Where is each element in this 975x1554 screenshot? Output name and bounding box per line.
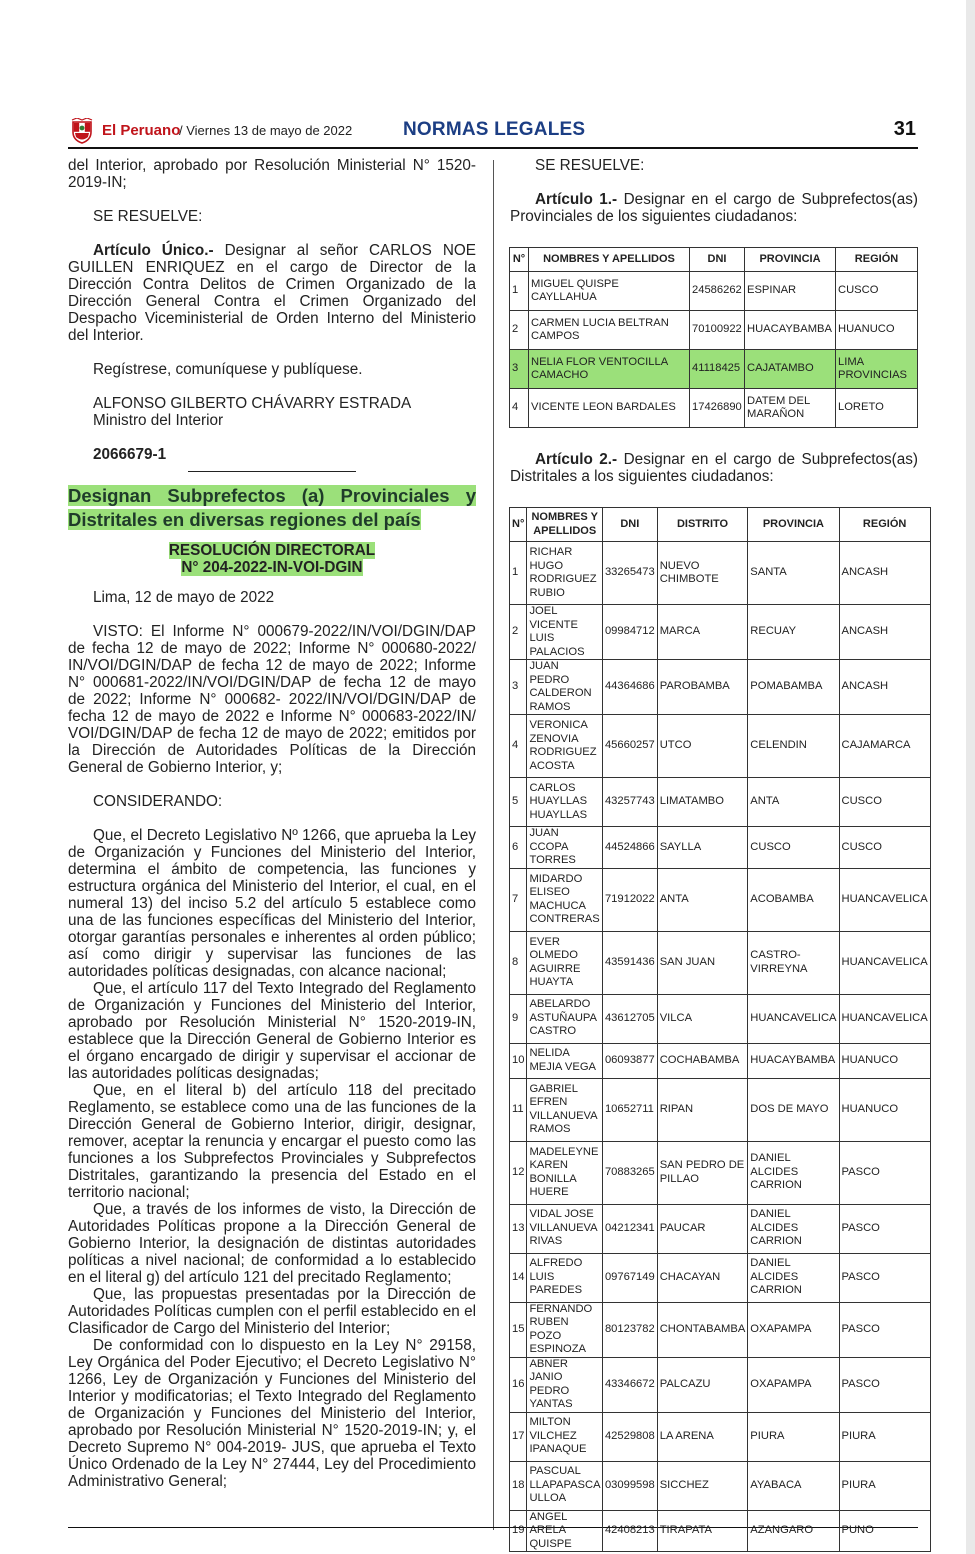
table-cell: ANTA (657, 868, 748, 931)
col-header: DISTRITO (657, 508, 748, 542)
table-cell: CAJAMARCA (839, 715, 930, 778)
table-cell: VILCA (657, 994, 748, 1043)
table-cell: SICCHEZ (657, 1461, 748, 1510)
table-cell: CELENDIN (748, 715, 839, 778)
table-cell: JOEL VICENTE LUIS PALACIOS (527, 605, 602, 660)
table-cell: 43257743 (602, 778, 657, 827)
considerando-paragraph: Que, el artículo 117 del Texto Integrado del Reglamento de Organización y Funciones del Ministerio del Interior, aprobado por Resolución Ministerial N° 1520-2019-IN, establece que la Dirección General de Gobierno Interior es el órgano encargado de dirigir y supervisar el accionar de las autoridades políticas designadas; (68, 980, 476, 1082)
col-header: NOMBRES Y APELLIDOS (529, 248, 690, 272)
table-cell: 70883265 (602, 1141, 657, 1204)
table-cell: 5 (510, 778, 527, 827)
considerando-paragraph: De conformidad con lo dispuesto en la Ley N° 29158, Ley Orgánica del Poder Ejecutivo; el Decreto Legislativo N° 1266, Ley de Organización y Funciones del Ministerio del Interior y modificatorias; el Texto Integrado del Reglamento de Organización y Funciones del Ministerio del Interior, aprobado por Resolución Ministerial N° 1520-2019-IN; y, el Decreto Supremo N° 004-2019- JUS, que aprueba el Texto Único Ordenado de la Ley N° 27444, Ley del Procedimiento Administrativo General; (68, 1337, 476, 1490)
table-cell: FERNANDO RUBEN POZO ESPINOZA (527, 1302, 602, 1357)
table-row (510, 660, 931, 715)
district-subprefects-table (509, 507, 931, 1552)
table-cell: CARLOS HUAYLLAS HUAYLLAS (527, 778, 602, 827)
provincial-subprefects-table (509, 247, 918, 428)
table-cell: LA ARENA (657, 1412, 748, 1461)
table-cell: PAUCAR (657, 1204, 748, 1253)
table-cell: PAROBAMBA (657, 660, 748, 715)
table-header-row (510, 508, 931, 542)
col-header: PROVINCIA (745, 248, 836, 272)
table-cell: CUSCO (839, 778, 930, 827)
col-header: N° (510, 508, 527, 542)
table-cell: HUANCAVELICA (839, 868, 930, 931)
table-cell: UTCO (657, 715, 748, 778)
table-cell: PASCO (839, 1204, 930, 1253)
table-cell: 18 (510, 1461, 527, 1510)
considerando-paragraph: Que, a través de los informes de visto, la Dirección de Autoridades Políticas propone a la Dirección General de Gobierno Interior, la designación de distintas autoridades políticas a nivel nacional; de conformidad a lo establecido en el literal g) del artículo 121 del precitado Reglamento; (68, 1201, 476, 1286)
table-cell: PASCUAL LLAPAPASCA ULLOA (527, 1461, 602, 1510)
table-cell: 14 (510, 1253, 527, 1302)
table-cell: 06093877 (602, 1043, 657, 1078)
table-cell: SAYLLA (657, 827, 748, 869)
table-cell: 09767149 (602, 1253, 657, 1302)
table-cell: VIDAL JOSE VILLANUEVA RIVAS (527, 1204, 602, 1253)
table-row (510, 1043, 931, 1078)
table-cell: DOS DE MAYO (748, 1078, 839, 1141)
table-cell: CHONTABAMBA (657, 1302, 748, 1357)
table-cell: MILTON VILCHEZ IPANAQUE (527, 1412, 602, 1461)
table-cell: 44364686 (602, 660, 657, 715)
table-cell: 04212341 (602, 1204, 657, 1253)
table-cell: COCHABAMBA (657, 1043, 748, 1078)
signer-role: Ministro del Interior (93, 412, 224, 429)
table-cell: 9 (510, 994, 527, 1043)
table-cell: ALFREDO LUIS PAREDES (527, 1253, 602, 1302)
header-section-title: NORMAS LEGALES (403, 119, 586, 140)
table-cell: ANCASH (839, 542, 930, 605)
table-cell: 09984712 (602, 605, 657, 660)
table-row (510, 715, 931, 778)
table-cell: 3 (510, 660, 527, 715)
table-cell: RIPAN (657, 1078, 748, 1141)
table-row (510, 1461, 931, 1510)
table-cell: GABRIEL EFREN VILLANUEVA RAMOS (527, 1078, 602, 1141)
table-row (510, 1253, 931, 1302)
table-cell: 71912022 (602, 868, 657, 931)
table-cell: 7 (510, 868, 527, 931)
table-cell: 45660257 (602, 715, 657, 778)
section-heading: Designan Subprefectos (a) Provinciales y Distritales en diversas regiones del país (68, 485, 476, 530)
table-cell: OXAPAMPA (748, 1302, 839, 1357)
col-header: N° (510, 248, 529, 272)
table-cell: ANCASH (839, 605, 930, 660)
visto-paragraph: VISTO: El Informe N° 000679-2022/IN/VOI/DGIN/DAP de fecha 12 de mayo de 2022; Informe N° 000680-2022/ IN/VOI/DGIN/DAP de fecha 12 de mayo de 2022; Informe N° 000681-2022/IN/VOI/DGIN/DAP de fecha 12 de mayo de 2022; Informe N° 000682- 2022/IN/VOI/DGIN/DAP de fecha 12 de mayo de 2022 e Informe N° 000683-2022/IN/ VOI/DGIN/DAP de fecha 12 de mayo de 2022; emitidos por la Dirección de Autoridades Políticas de la Dirección General de Gobierno Interior, y; (68, 623, 476, 776)
table-cell: 43591436 (602, 931, 657, 994)
table-cell: LIMATAMBO (657, 778, 748, 827)
article-2-block (510, 451, 918, 485)
page-header (68, 118, 918, 145)
col-header: REGIÓN (839, 508, 930, 542)
column-divider (493, 160, 494, 1530)
table-cell: PASCO (839, 1357, 930, 1412)
table-row (510, 1141, 931, 1204)
table-cell: PIURA (748, 1412, 839, 1461)
table-cell: MADELEYNE KAREN BONILLA HUERE (527, 1141, 602, 1204)
col-header: REGIÓN (836, 248, 918, 272)
table-cell: AZANGARO (748, 1510, 839, 1552)
table-cell: PUNO (839, 1510, 930, 1552)
table-row (510, 827, 931, 869)
considerando-paragraph: Que, en el literal b) del artículo 118 del precitado Reglamento, se establece como una de las funciones de la Dirección General de Gobierno Interior, dirigir, designar, remover, aceptar la renuncia y encargar el puesto como las funciones a los Subprefectos Provinciales y Subprefectos Distritales, garantizando la presencia del Estado en el territorio nacional; (68, 1082, 476, 1201)
col-header: DNI (690, 248, 745, 272)
table-cell: MIDARDO ELISEO MACHUCA CONTRERAS (527, 868, 602, 931)
table-cell: ACOBAMBA (748, 868, 839, 931)
table-cell: PIURA (839, 1412, 930, 1461)
table-cell: 15 (510, 1302, 527, 1357)
table-cell: TIRAPATA (657, 1510, 748, 1552)
table-cell: 42408213 (602, 1510, 657, 1552)
article-unico (68, 242, 476, 344)
table-cell: HUANCAVELICA (839, 931, 930, 994)
se-resuelve: SE RESUELVE: (93, 208, 203, 225)
table-cell: 13 (510, 1204, 527, 1253)
table-cell: 80123782 (602, 1302, 657, 1357)
table-cell: 10 (510, 1043, 527, 1078)
table-row (510, 931, 931, 994)
table-cell: SANTA (748, 542, 839, 605)
table-cell: HUANCAVELICA (748, 994, 839, 1043)
table-row: 4 VICENTE LEON BARDALES 17426890 DATEM DEL MARAÑON LORETO (510, 389, 918, 428)
table-cell: 16 (510, 1357, 527, 1412)
table-row (510, 605, 931, 660)
col-header: DNI (602, 508, 657, 542)
table-cell: NUEVO CHIMBOTE (657, 542, 748, 605)
col-header: NOMBRES Y APELLIDOS (527, 508, 602, 542)
table-cell: PASCO (839, 1253, 930, 1302)
peru-shield-icon (70, 118, 94, 144)
table-cell: 44524866 (602, 827, 657, 869)
header-rule (68, 147, 918, 149)
signer-name: ALFONSO GILBERTO CHÁVARRY ESTRADA (93, 395, 412, 412)
resolution-title: RESOLUCIÓN DIRECTORAL (168, 542, 376, 559)
table-cell: 19 (510, 1510, 527, 1552)
header-brand: El Peruano (102, 122, 181, 139)
table-cell: CUSCO (839, 827, 930, 869)
article-text: Designar al señor CARLOS NOE GUILLEN ENRIQUEZ en el cargo de Director de la Dirección Contra Delitos de Crimen Organizado de la Dirección General Contra el Crimen Organizado del Despacho Viceministerial de Orden Interno del Ministerio del Interior. (68, 242, 476, 344)
separator-rule (188, 471, 356, 472)
table-cell: 43346672 (602, 1357, 657, 1412)
considerando-paragraph: Que, el Decreto Legislativo Nº 1266, que aprueba la Ley de Organización y Funciones del Ministerio del Interior, determina el ámbito de competencia, las funciones y estructura orgánica del Ministerio del Interior, el cual, en el numeral 13) del inciso 5.2 del artículo 5 establece como una de las funciones específicas del Ministerio del Interior, otorgar garantías personales e inherentes al orden público; así como dirigir y supervisar las funciones de las autoridades políticas designadas, con alcance nacional; (68, 827, 476, 980)
se-resuelve-right: SE RESUELVE: (535, 157, 645, 174)
table-cell: 42529808 (602, 1412, 657, 1461)
table-cell: NELIDA MEJIA VEGA (527, 1043, 602, 1078)
table-row (510, 778, 931, 827)
table-cell: CHACAYAN (657, 1253, 748, 1302)
closing-formula: Regístrese, comuníquese y publíquese. (93, 361, 363, 378)
table-cell: 8 (510, 931, 527, 994)
table-cell: 43612705 (602, 994, 657, 1043)
considerando: CONSIDERANDO: (93, 793, 223, 810)
table-cell: DANIEL ALCIDES CARRION (748, 1253, 839, 1302)
table-cell: 4 (510, 715, 527, 778)
left-column (68, 157, 476, 1490)
table-row (510, 1302, 931, 1357)
article-label: Artículo Único.- (93, 242, 214, 259)
considerando-paragraph: Que, las propuestas presentadas por la Dirección de Autoridades Políticas cumplen con el perfil establecido en el Clasificador de Cargo del Ministerio del Interior; (68, 1286, 476, 1337)
table-cell: 10652711 (602, 1078, 657, 1141)
table-row (510, 542, 931, 605)
table-cell: PALCAZU (657, 1357, 748, 1412)
table-cell: 33265473 (602, 542, 657, 605)
right-column (510, 157, 918, 225)
table-cell: RECUAY (748, 605, 839, 660)
table-cell: VERONICA ZENOVIA RODRIGUEZ ACOSTA (527, 715, 602, 778)
table-cell: HUANUCO (839, 1043, 930, 1078)
table-cell: HUANCAVELICA (839, 994, 930, 1043)
table-row: 1 MIGUEL QUISPE CAYLLAHUA 24586262 ESPINAR CUSCO (510, 272, 918, 311)
article-2-text: Designar en el cargo de Subprefectos(as) Distritales a los siguientes ciudadanos: (510, 451, 918, 485)
table-cell: POMABAMBA (748, 660, 839, 715)
table-cell: JUAN CCOPA TORRES (527, 827, 602, 869)
table-row (510, 1357, 931, 1412)
article-1-text: Designar en el cargo de Subprefectos(as) Provinciales de los siguientes ciudadanos: (510, 191, 918, 225)
table-cell: 11 (510, 1078, 527, 1141)
table-cell: JUAN PEDRO CALDERON RAMOS (527, 660, 602, 715)
col-header: PROVINCIA (748, 508, 839, 542)
table-cell: 2 (510, 605, 527, 660)
table-row (510, 994, 931, 1043)
article-1-label: Artículo 1.- (535, 191, 618, 208)
table-cell: SAN JUAN (657, 931, 748, 994)
table-cell: CUSCO (748, 827, 839, 869)
place-date: Lima, 12 de mayo de 2022 (93, 589, 275, 606)
article-2-label: Artículo 2.- (535, 451, 618, 468)
publication-code: 2066679-1 (93, 446, 167, 463)
table-cell: 03099598 (602, 1461, 657, 1510)
table-cell: EVER OLMEDO AGUIRRE HUAYTA (527, 931, 602, 994)
table-cell: HUANUCO (839, 1078, 930, 1141)
table-cell: DANIEL ALCIDES CARRION (748, 1141, 839, 1204)
table-row (510, 1204, 931, 1253)
table-row (510, 1412, 931, 1461)
table-cell: MARCA (657, 605, 748, 660)
table-cell: 17 (510, 1412, 527, 1461)
page-edge-shadow (966, 0, 975, 1554)
table-cell: RICHAR HUGO RODRIGUEZ RUBIO (527, 542, 602, 605)
paragraph-continued: del Interior, aprobado por Resolución Ministerial N° 1520-2019-IN; (68, 157, 476, 191)
table-cell: ANTA (748, 778, 839, 827)
page-number: 31 (893, 118, 916, 140)
table-row (510, 1078, 931, 1141)
table-cell: PIURA (839, 1461, 930, 1510)
table-cell: 12 (510, 1141, 527, 1204)
table-cell: ANGEL ARELA QUISPE (527, 1510, 602, 1552)
article-2 (510, 451, 918, 485)
table-header-row (510, 248, 918, 272)
article-1 (510, 191, 918, 225)
table-cell: OXAPAMPA (748, 1357, 839, 1412)
table-cell: ANCASH (839, 660, 930, 715)
header-date: / Viernes 13 de mayo de 2022 (179, 123, 353, 138)
table-cell: ABNER JANIO PEDRO YANTAS (527, 1357, 602, 1412)
table-cell: PASCO (839, 1141, 930, 1204)
table-cell: SAN PEDRO DE PILLAO (657, 1141, 748, 1204)
resolution-number: N° 204-2022-IN-VOI-DGIN (181, 559, 363, 576)
table-row (510, 868, 931, 931)
table-cell: HUACAYBAMBA (748, 1043, 839, 1078)
table-cell: 6 (510, 827, 527, 869)
table-cell: PASCO (839, 1302, 930, 1357)
table-row: 2 CARMEN LUCIA BELTRAN CAMPOS 70100922 HUACAYBAMBA HUANUCO (510, 311, 918, 350)
table-row-highlighted: 3 NELIA FLOR VENTOCILLA CAMACHO 41118425 CAJATAMBO LIMA PROVINCIAS (510, 350, 918, 389)
table-cell: ABELARDO ASTUÑAUPA CASTRO (527, 994, 602, 1043)
table-cell: CASTRO-VIRREYNA (748, 931, 839, 994)
table-cell: DANIEL ALCIDES CARRION (748, 1204, 839, 1253)
table-cell: AYABACA (748, 1461, 839, 1510)
table-cell: 1 (510, 542, 527, 605)
table-row (510, 1510, 931, 1552)
